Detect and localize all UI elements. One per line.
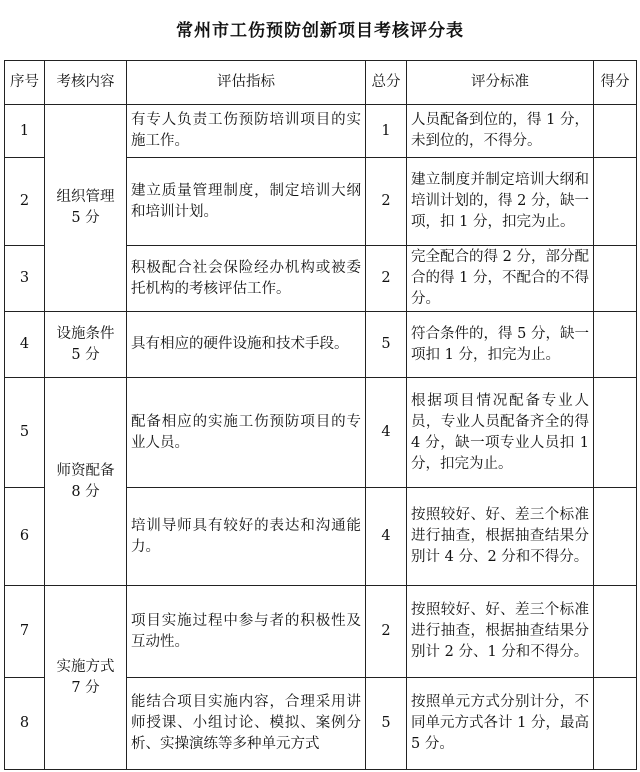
header-seq: 序号 — [5, 61, 45, 105]
indicator-cell: 积极配合社会保险经办机构或被委托机构的考核评估工作。 — [127, 246, 366, 312]
row-number: 6 — [5, 488, 45, 586]
indicator-cell: 配备相应的实施工伤预防项目的专业人员。 — [127, 378, 366, 488]
indicator-cell: 项目实施过程中参与者的积极性及互动性。 — [127, 586, 366, 678]
category-name: 师资配备 — [56, 462, 115, 479]
total-cell: 4 — [366, 378, 407, 488]
score-cell[interactable] — [594, 586, 637, 678]
criteria-cell: 按照较好、好、差三个标准进行抽查，根据抽查结果分别计 4 分、2 分和不得分。 — [407, 488, 594, 586]
table-row — [5, 586, 637, 678]
criteria-cell: 根据项目情况配备专业人员，专业人员配备齐全的得 4 分，缺一项专业人员扣 1 分，扣完为止。 — [407, 378, 594, 488]
indicator-cell: 培训导师具有较好的表达和沟通能力。 — [127, 488, 366, 586]
category-points: 5 分 — [71, 346, 100, 363]
criteria-cell: 完全配合的得 2 分，部分配合的得 1 分，不配合的不得分。 — [407, 246, 594, 312]
score-cell[interactable] — [594, 488, 637, 586]
header-criteria: 评分标准 — [407, 61, 594, 105]
row-number: 7 — [5, 586, 45, 678]
total-cell: 4 — [366, 488, 407, 586]
row-number: 2 — [5, 158, 45, 246]
category-cell — [45, 312, 127, 378]
total-cell: 2 — [366, 586, 407, 678]
category-cell — [45, 378, 127, 586]
row-number: 3 — [5, 246, 45, 312]
category-name: 设施条件 — [56, 325, 115, 342]
score-cell[interactable] — [594, 246, 637, 312]
score-cell[interactable] — [594, 678, 637, 770]
criteria-cell: 按照较好、好、差三个标准进行抽查，根据抽查结果分别计 2 分、1 分和不得分。 — [407, 586, 594, 678]
table-row — [5, 378, 637, 488]
category-name: 实施方式 — [56, 658, 115, 675]
row-number: 1 — [5, 105, 45, 158]
total-cell: 2 — [366, 246, 407, 312]
category-cell — [45, 586, 127, 770]
table-row — [5, 312, 637, 378]
score-cell[interactable] — [594, 158, 637, 246]
score-cell[interactable] — [594, 105, 637, 158]
header-content: 考核内容 — [45, 61, 127, 105]
category-name: 组织管理 — [56, 189, 115, 205]
indicator-cell: 有专人负责工伤预防培训项目的实施工作。 — [127, 105, 366, 158]
indicator-cell: 具有相应的硬件设施和技术手段。 — [127, 312, 366, 378]
category-cell — [45, 105, 127, 312]
header-score: 得分 — [594, 61, 637, 105]
total-cell: 5 — [366, 312, 407, 378]
page-title: 常州市工伤预防创新项目考核评分表 — [176, 21, 464, 41]
row-number: 5 — [5, 378, 45, 488]
row-number: 4 — [5, 312, 45, 378]
score-cell[interactable] — [594, 312, 637, 378]
category-points: 8 分 — [71, 483, 100, 500]
total-cell: 5 — [366, 678, 407, 770]
indicator-cell: 能结合项目实施内容，合理采用讲师授课、小组讨论、模拟、案例分析、实操演练等多种单元方式 — [127, 678, 366, 770]
criteria-cell: 符合条件的，得 5 分，缺一项扣 1 分，扣完为止。 — [407, 312, 594, 378]
evaluation-table — [4, 60, 637, 770]
total-cell: 1 — [366, 105, 407, 158]
table-row — [5, 105, 637, 158]
criteria-cell: 按照单元方式分别计分，不同单元方式各计 1 分，最高 5 分。 — [407, 678, 594, 770]
score-cell[interactable] — [594, 378, 637, 488]
header-total: 总分 — [366, 61, 407, 105]
criteria-cell: 建立制度并制定培训大纲和培训计划的，得 2 分，缺一项，扣 1 分，扣完为止。 — [407, 158, 594, 246]
header-indicator: 评估指标 — [127, 61, 366, 105]
total-cell: 2 — [366, 158, 407, 246]
row-number: 8 — [5, 678, 45, 770]
category-points: 7 分 — [71, 679, 100, 696]
criteria-cell: 人员配备到位的，得 1 分，未到位的，不得分。 — [407, 105, 594, 158]
indicator-cell: 建立质量管理制度，制定培训大纲和培训计划。 — [127, 158, 366, 246]
category-points: 5 分 — [71, 210, 100, 226]
header-row — [5, 61, 637, 105]
